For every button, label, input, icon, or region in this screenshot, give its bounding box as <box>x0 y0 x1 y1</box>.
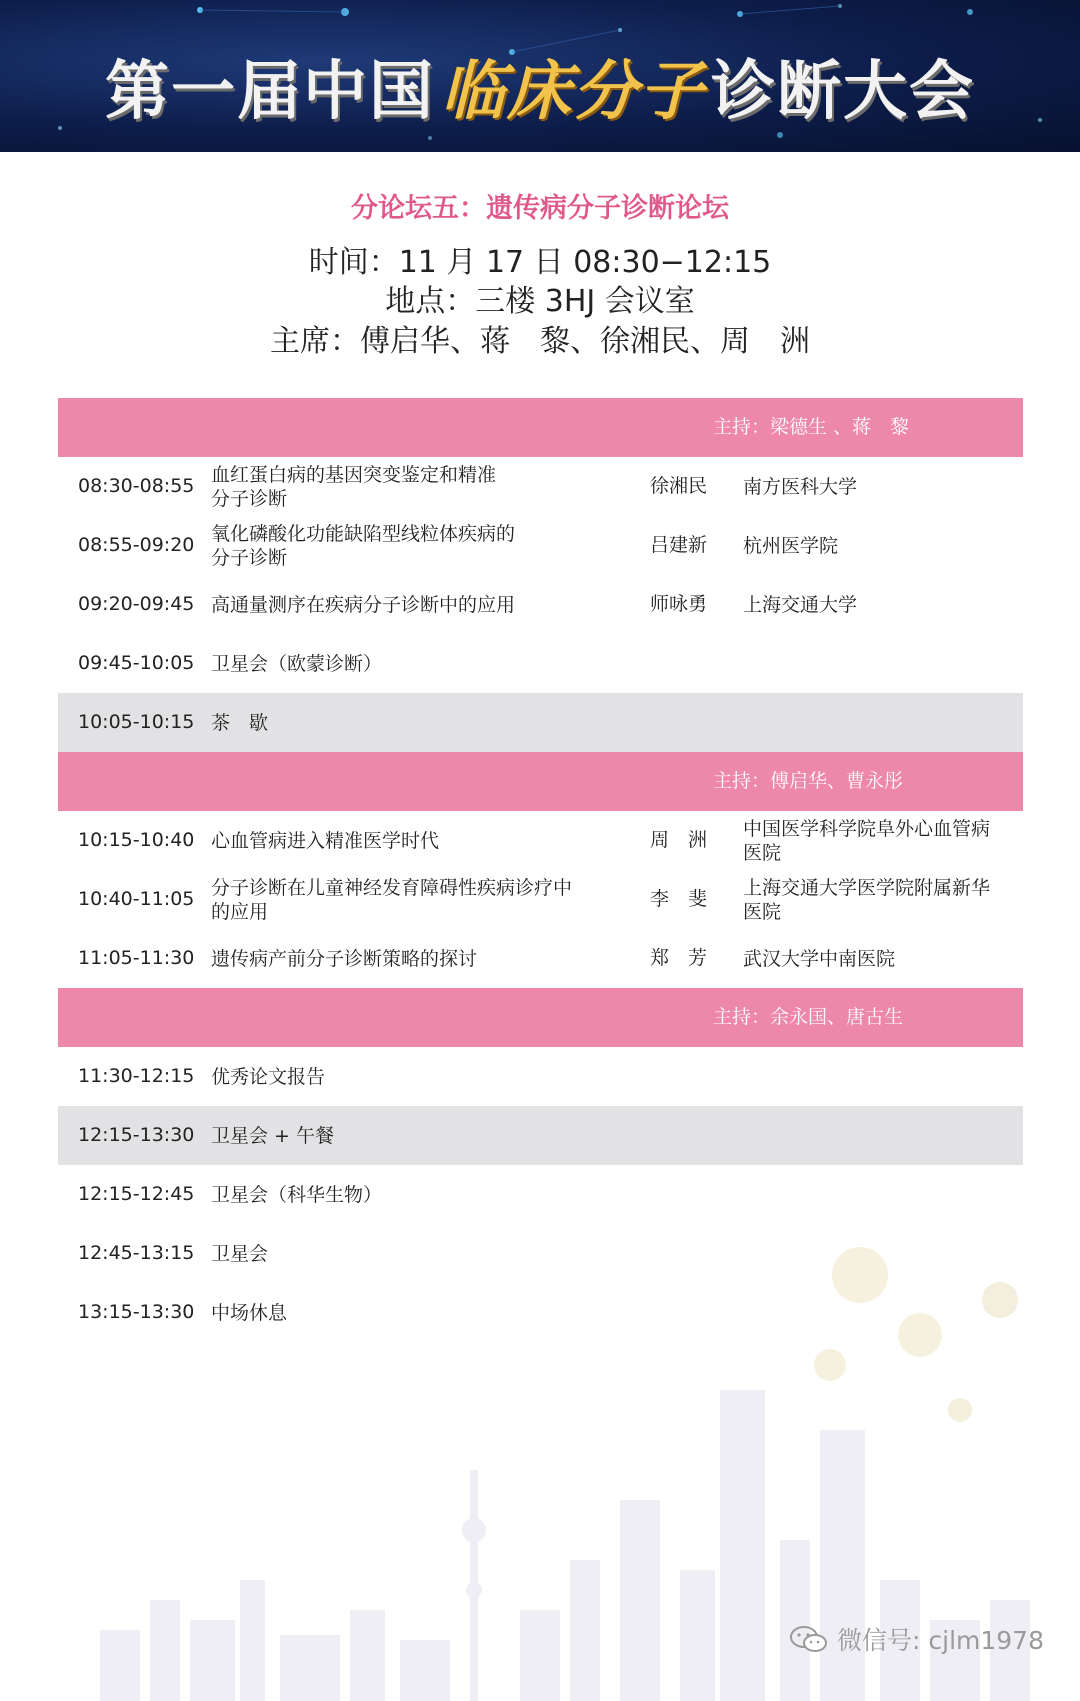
wechat-icon <box>789 1624 829 1654</box>
watermark-text: 微信号: cjlm1978 <box>837 1626 1044 1655</box>
session-row <box>58 634 1023 693</box>
forum-title: 分论坛五：遗传病分子诊断论坛 <box>351 193 729 224</box>
session-time: 12:15-12:45 <box>78 1183 195 1205</box>
schedule-table <box>58 398 1023 1342</box>
session-time: 11:30-12:15 <box>78 1065 195 1087</box>
session-speaker: 郑 芳 <box>650 947 708 969</box>
session-topic: 卫星会 <box>211 1242 269 1265</box>
session-institution: 南方医科大学 <box>743 475 858 498</box>
session-time: 13:15-13:30 <box>78 1301 195 1323</box>
session-row <box>58 811 1023 870</box>
header-banner <box>0 0 1080 152</box>
session-time: 08:55-09:20 <box>78 534 195 556</box>
conference-title-part-1: 第一届中国 <box>105 55 435 129</box>
conference-title-part-2: 诊断大会 <box>711 55 975 129</box>
conference-title <box>0 40 1080 132</box>
session-institution: 杭州医学院 <box>743 534 839 557</box>
session-row <box>58 929 1023 988</box>
session-row <box>58 457 1023 516</box>
session-row <box>58 516 1023 575</box>
session-time: 09:20-09:45 <box>78 593 195 615</box>
host-band <box>58 398 1023 457</box>
session-time: 11:05-11:30 <box>78 947 195 969</box>
host-label: 主持：余永国、唐古生 <box>713 1006 904 1028</box>
session-topic: 高通量测序在疾病分子诊断中的应用 <box>211 593 516 616</box>
session-time: 10:40-11:05 <box>78 888 195 910</box>
session-row <box>58 870 1023 929</box>
session-row <box>58 575 1023 634</box>
session-topic: 卫星会（科华生物） <box>211 1183 383 1206</box>
session-institution: 上海交通大学医学院附属新华 医院 <box>743 876 991 923</box>
host-label: 主持：傅启华、曹永彤 <box>713 770 904 792</box>
session-institution: 上海交通大学 <box>743 593 858 616</box>
session-topic: 中场休息 <box>211 1301 288 1324</box>
forum-chairs: 主席：傅启华、蒋 黎、徐湘民、周 洲 <box>270 324 810 359</box>
session-time: 08:30-08:55 <box>78 475 195 497</box>
session-topic: 优秀论文报告 <box>211 1065 326 1088</box>
session-topic: 氧化磷酸化功能缺陷型线粒体疾病的 分子诊断 <box>211 522 516 569</box>
session-institution: 武汉大学中南医院 <box>743 947 896 970</box>
session-speaker: 徐湘民 <box>650 475 708 497</box>
conference-title-highlight: 临床分子 <box>441 54 705 129</box>
session-topic: 遗传病产前分子诊断策略的探讨 <box>211 947 478 970</box>
session-speaker: 周 洲 <box>650 829 708 851</box>
forum-place: 地点：三楼 3HJ 会议室 <box>385 284 695 319</box>
session-speaker: 吕建新 <box>650 534 708 556</box>
session-topic: 茶 歇 <box>211 711 269 734</box>
session-speaker: 师咏勇 <box>650 593 708 615</box>
session-topic: 卫星会（欧蒙诊断） <box>211 652 383 675</box>
host-band <box>58 988 1023 1047</box>
host-label: 主持：梁德生 、蒋 黎 <box>713 416 910 438</box>
session-time: 12:15-13:30 <box>78 1124 195 1146</box>
session-time: 09:45-10:05 <box>78 652 195 674</box>
session-topic: 分子诊断在儿童神经发育障碍性疾病诊疗中 的应用 <box>211 876 573 923</box>
session-row <box>58 1165 1023 1224</box>
break-row <box>58 1106 1023 1165</box>
session-topic: 卫星会 + 午餐 <box>211 1124 334 1147</box>
session-topic: 血红蛋白病的基因突变鉴定和精准 分子诊断 <box>211 463 497 510</box>
session-time: 12:45-13:15 <box>78 1242 195 1264</box>
session-time: 10:05-10:15 <box>78 711 195 733</box>
forum-time: 时间：11 月 17 日 08:30−12:15 <box>308 245 772 280</box>
session-topic: 心血管病进入精准医学时代 <box>211 829 440 852</box>
host-band <box>58 752 1023 811</box>
break-row <box>58 693 1023 752</box>
session-row <box>58 1047 1023 1106</box>
wechat-watermark <box>789 1621 1044 1657</box>
session-speaker: 李 斐 <box>650 888 708 910</box>
session-institution: 中国医学科学院阜外心血管病 医院 <box>743 817 991 864</box>
session-time: 10:15-10:40 <box>78 829 195 851</box>
